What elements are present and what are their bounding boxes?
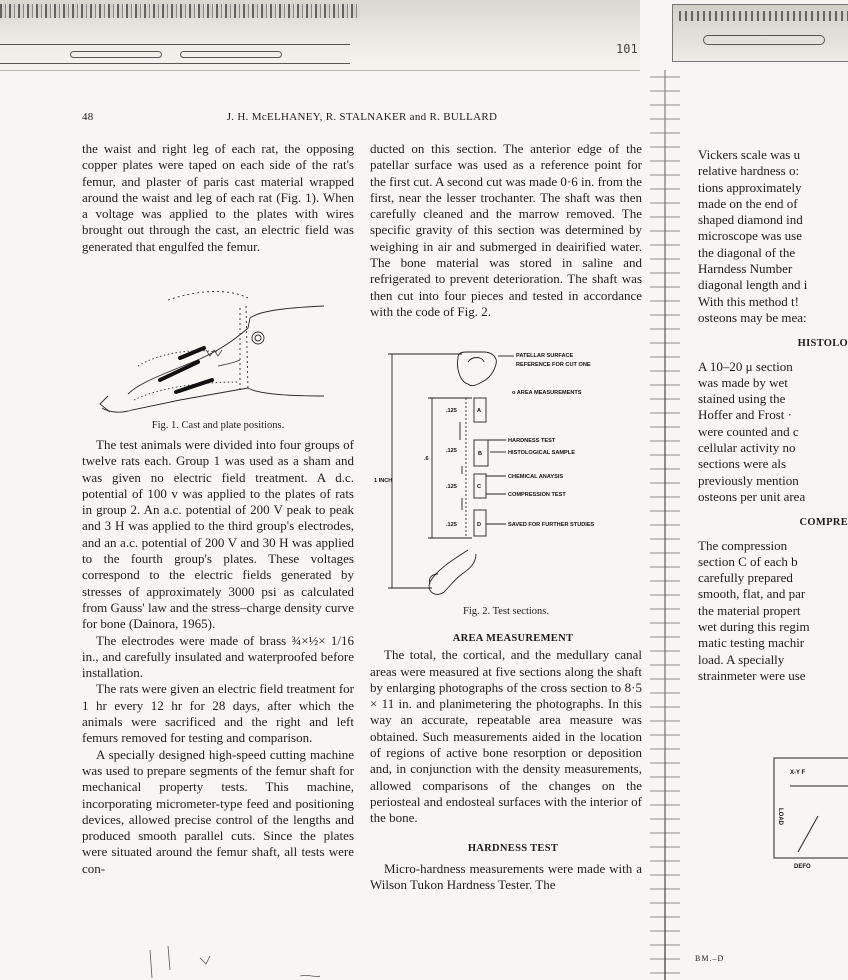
right-line: relative hardness o:: [698, 163, 800, 179]
label-patellar: PATELLAR SURFACE: [516, 353, 574, 359]
label-histological: HISTOLOGICAL SAMPLE: [508, 450, 575, 456]
electrode-lower: [176, 380, 212, 392]
electrode-upper: [160, 362, 198, 380]
figure-2-caption: Fig. 2. Test sections.: [463, 606, 549, 617]
label-six: .6: [424, 456, 429, 462]
right-line: the material propert: [698, 602, 801, 618]
right-line: stained using the: [698, 391, 786, 407]
bottom-scan-marks: [120, 920, 320, 980]
right-line: made on the end of: [698, 195, 798, 211]
right-figure-fragment: [768, 756, 848, 876]
right-line: diagonal length and i: [698, 277, 808, 293]
right-line: cellular activity no: [698, 440, 796, 456]
section-length-a: .125: [446, 408, 457, 414]
right-line: previously mention: [698, 472, 799, 488]
running-head: [82, 111, 642, 127]
page-number: 48: [82, 111, 94, 123]
heading-area-measurement: AREA MEASUREMENT: [452, 633, 574, 644]
right-line: the diagonal of the: [698, 244, 796, 260]
label-hardness: HARDNESS TEST: [508, 438, 556, 444]
section-id-b: B: [478, 451, 483, 457]
figure-2-test-sections: [372, 348, 644, 604]
section-id-c: C: [477, 484, 482, 490]
footer-right: BM.–D: [695, 954, 725, 963]
left-paragraph-5: A specially designed high-speed cutting machine was used to prepare segments of the femur shaft for mechanical property tests. This machine, incorporating micrometer-type feed and positioning devices, allowed precise control of the lengths and produced smooth parallel cuts. Since the plates were situated around the femur shaft, all tests were con-: [82, 746, 354, 876]
figure-1-cast-drawing: [98, 284, 324, 420]
right-line: Harndess Number: [698, 261, 793, 277]
section-length-c: .125: [446, 484, 457, 490]
right-line: were counted and c: [698, 423, 799, 439]
body-top-line: [250, 306, 324, 318]
label-one-inch: 1 INCH: [374, 478, 393, 484]
rivet-outer: [252, 332, 264, 344]
scan-artifact-top-left: [0, 0, 640, 71]
left-paragraph-4: The rats were given an electric field treatment for 1 hr every 12 hr for 28 days, after which the animals were sacrificed and the right and left femurs removed for testing and comparison.: [82, 681, 354, 746]
body-bottom-line: [248, 388, 324, 396]
heading-histology: HISTOLO: [797, 338, 848, 350]
left-paragraph-1: the waist and right leg of each rat, the opposing copper plates were taped on each side of the rat's femur, and plaster of paris cast material wrapped around the waist and leg of each rat (Fig. 1). When a voltage was applied to the plates with wires brought out through the cast, an electric field was generated that engulfed the femur.: [82, 141, 354, 254]
label-saved: SAVED FOR FURTHER STUDIES: [508, 522, 595, 528]
right-line: matic testing machir: [698, 635, 805, 651]
right-line: osteons may be mea:: [698, 309, 807, 325]
heading-compression: COMPRE: [799, 517, 848, 529]
right-line: shaped diamond ind: [698, 212, 803, 228]
section-id-a: A: [477, 408, 482, 414]
label-reference: REFERENCE FOR CUT ONE: [516, 362, 591, 368]
right-line: The compression: [698, 537, 788, 553]
right-line: microscope was use: [698, 228, 802, 244]
right-figure-defo-label: DEFO: [794, 864, 811, 870]
right-line: was made by wet: [698, 374, 788, 390]
right-line: sections were als: [698, 456, 787, 472]
page-gutter: [650, 70, 680, 980]
scan-code: 101: [616, 42, 638, 56]
right-line: carefully prepared: [698, 570, 793, 586]
femur-head: [429, 550, 476, 594]
left-column-top: [82, 141, 354, 255]
right-figure-load-label: LOAD: [777, 808, 783, 825]
label-area: o AREA MEASUREMENTS: [512, 390, 582, 396]
right-line: strainmeter were use: [698, 667, 806, 683]
right-line: osteons per unit area: [698, 488, 806, 504]
label-compression: COMPRESSION TEST: [508, 492, 566, 498]
right-line: load. A specially: [698, 651, 785, 667]
right-line: smooth, flat, and par: [698, 586, 806, 602]
middle-paragraph-2: The total, the cortical, and the medullary canal areas were measured at five sections along the shaft by enlarging photographs of the cross section to 8·5 × 11 in. and planimetering the photographs. In this way an accurate, repeatable area measure was obtained. Such measurements aided in the location of regions of active bone resorption or deposition and, in conjunction with the density measurements, allowed comparisons of the changes on the periosteal and endosteal surfaces with the interior of the bone.: [370, 647, 642, 826]
section-id-d: D: [477, 522, 482, 528]
electrode-top: [180, 348, 204, 358]
scan-strip: [0, 44, 350, 64]
right-line: section C of each b: [698, 553, 798, 569]
figure-1-caption: Fig. 1. Cast and plate positions.: [151, 420, 285, 431]
label-chemical: CHEMICAL ANAYSIS: [508, 474, 564, 480]
left-paragraph-2: The test animals were divided into four groups of twelve rats each. Group 1 was used as a sham and was given no electric field treatment. A d.c. potential of 100 v was applied to the plates of rats in group 2. An a.c. potential of 200 V peak to peak and 3 H was applied to the third group's electrodes, and an a.c. potential of 200 V and 30 H was applied to the fourth group's plates. These voltages correspond to the electric fields generated by stresses of approximately 3000 psi as calculated from Gauss' law and the stress–charge density curve for bone (Dainora, 1965).: [82, 437, 354, 632]
left-column-bottom: [82, 437, 354, 877]
right-figure-frame: [774, 758, 848, 858]
scan-artifact-top-right: [672, 4, 848, 62]
middle-column-top: [370, 141, 642, 320]
left-paragraph-3: The electrodes were made of brass ¾×½× 1/16 in., and carefully insulated and waterproofed before installation.: [82, 632, 354, 681]
right-line: A 10–20 μ section: [698, 358, 793, 374]
right-figure-xy-label: X-Y F: [790, 770, 806, 776]
section-length-b: .125: [446, 448, 457, 454]
heading-hardness-test: HARDNESS TEST: [467, 842, 559, 854]
section-length-d: .125: [446, 522, 457, 528]
middle-column-bottom: [370, 631, 642, 893]
right-line: Vickers scale was u: [698, 147, 801, 162]
right-line: Hoffer and Frost ·: [698, 407, 792, 423]
middle-paragraph-3: Micro-hardness measurements were made with a Wilson Tukon Hardness Tester. The: [370, 860, 642, 893]
running-head-authors: J. H. McELHANEY, R. STALNAKER and R. BULLARD: [226, 111, 498, 123]
right-line: With this method t!: [698, 293, 799, 309]
scan-noise-bar: [0, 4, 360, 18]
right-line: tions approximately: [698, 179, 802, 195]
rivet-inner: [255, 335, 261, 341]
right-column-fragment: [698, 147, 848, 684]
middle-paragraph-1: ducted on this section. The anterior edge of the patellar surface was used as a reference point for the first cut. A second cut was made 0·6 in. from the first, near the lesser trochanter. The shaft was then carefully cleaned and the marrow removed. The specific gravity of this section was determined by weighing in air and submerged in deairified water. The bone material was stored in saline and refrigerated to prevent deterioration. The shaft was then cut into four pieces and tested in accordance with the code of Fig. 2.: [370, 141, 642, 319]
right-line: wet during this regim: [698, 619, 810, 635]
